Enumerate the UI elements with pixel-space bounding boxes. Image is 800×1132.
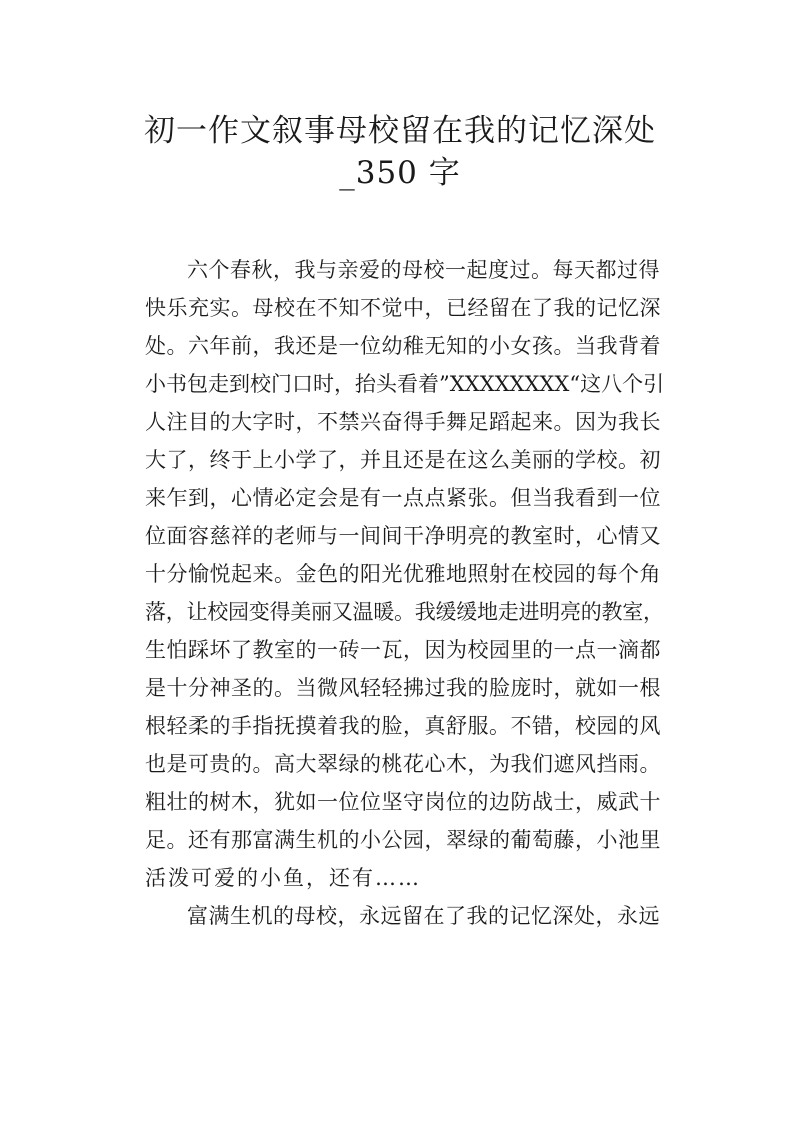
body-line: 来乍到，心情必定会是有一点点紧张。但当我看到一位: [145, 486, 661, 510]
body-line: 是十分神圣的。当微风轻轻拂过我的脸庞时，就如一根: [145, 676, 661, 700]
body-line: 位面容慈祥的老师与一间间干净明亮的教室时，心情又: [145, 524, 661, 548]
body-line: 富满生机的母校，永远留在了我的记忆深处，永远: [187, 904, 660, 928]
body-line: 六个春秋，我与亲爱的母校一起度过。每天都过得: [187, 258, 660, 282]
body-line: 十分愉悦起来。金色的阳光优雅地照射在校园的每个角: [145, 562, 661, 586]
body-line: 落，让校园变得美丽又温暖。我缓缓地走进明亮的教室，: [145, 600, 664, 624]
body-line: 足。还有那富满生机的小公园，翠绿的葡萄藤，小池里: [145, 828, 661, 852]
body-line: 生怕踩坏了教室的一砖一瓦，因为校园里的一点一滴都: [145, 638, 661, 662]
body-line: 粗壮的树木，犹如一位位坚守岗位的边防战士，威武十: [145, 790, 661, 814]
body-line: 也是可贵的。高大翠绿的桃花心木，为我们遮风挡雨。: [145, 752, 661, 776]
body-line: 活泼可爱的小鱼，还有……: [145, 866, 421, 890]
body-line: 快乐充实。母校在不知不觉中，已经留在了我的记忆深: [145, 296, 661, 320]
body-line: 根轻柔的手指抚摸着我的脸，真舒服。不错，校园的风: [145, 714, 661, 738]
body-line: 小书包走到校门口时，抬头看着”XXXXXXXX“这八个引: [145, 372, 665, 396]
body-line: 人注目的大字时，不禁兴奋得手舞足蹈起来。因为我长: [145, 410, 661, 434]
document-title-line-1: 初一作文叙事母校留在我的记忆深处: [144, 113, 656, 149]
body-line: 处。六年前，我还是一位幼稚无知的小女孩。当我背着: [145, 334, 661, 358]
document-title-line-2: _350 字: [339, 155, 461, 191]
body-line: 大了，终于上小学了，并且还是在这么美丽的学校。初: [145, 448, 661, 472]
